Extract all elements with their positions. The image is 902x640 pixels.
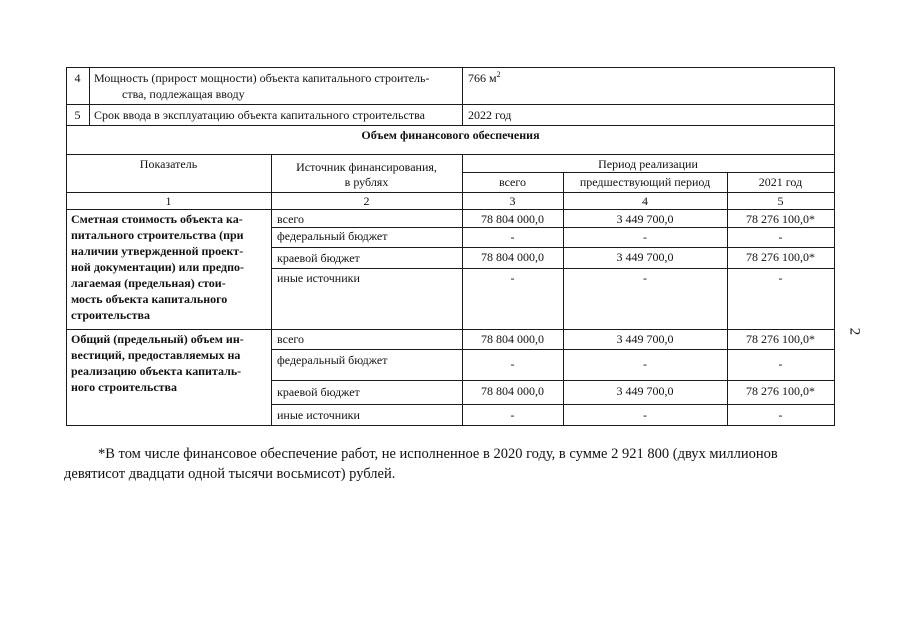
group-label-line: Общий (предельный) объем ин- (71, 332, 244, 346)
header-previous: предшествующий период (579, 175, 711, 189)
source-cell: краевой бюджет (277, 251, 360, 265)
table-border-bottom (66, 425, 835, 426)
year-cell: 78 276 100,0* (746, 212, 815, 226)
year-cell: - (778, 271, 783, 285)
total-cell: 78 804 000,0 (481, 250, 544, 264)
row-divider (271, 380, 835, 381)
total-cell: - (510, 357, 515, 371)
row-value (468, 70, 501, 86)
footnote-line1: *В том числе финансовое обеспечение работ, не исполненное в 2020 году, в сумме 2 921 800 (двух миллионов (98, 446, 778, 462)
previous-cell: - (643, 230, 647, 244)
row-value-superscript: 2 (496, 70, 501, 79)
year-cell: 78 276 100,0* (746, 332, 815, 346)
year-cell: - (778, 357, 783, 371)
row-text: ства, подлежащая вводу (122, 87, 245, 101)
row-value: 2022 год (468, 108, 512, 122)
section-title: Объем финансового обеспечения (361, 128, 540, 142)
row-divider (271, 349, 835, 350)
table-border-top (66, 67, 835, 68)
group-label-line: вестиций, предоставляемых на (71, 348, 241, 362)
header-period: Период реализации (598, 157, 698, 171)
previous-cell: 3 449 700,0 (616, 332, 674, 346)
row-divider (66, 125, 835, 126)
header-year: 2021 год (758, 175, 803, 189)
total-cell: - (510, 408, 515, 422)
col-number: 1 (165, 194, 172, 208)
source-cell: федеральный бюджет (277, 229, 388, 243)
page-number: 2 (846, 327, 863, 336)
source-cell: федеральный бюджет (277, 353, 388, 367)
table-border-right (834, 67, 835, 426)
row-number: 5 (74, 108, 81, 122)
previous-cell: - (643, 271, 647, 285)
year-cell: 78 276 100,0* (746, 250, 815, 264)
col-number: 2 (363, 194, 370, 208)
header-indicator: Показатель (139, 157, 198, 171)
col-number: 4 (642, 194, 648, 208)
group-label-line: реализацию объекта капиталь- (71, 364, 242, 378)
group-label-line: ного строительства (71, 380, 178, 394)
col-number: 3 (509, 194, 516, 208)
group-label-line: наличии утвержденной проект- (71, 244, 244, 258)
group-label-line: питального строительства (при (71, 228, 244, 242)
row-divider (66, 209, 835, 210)
source-cell: иные источники (277, 408, 360, 422)
total-cell: 78 804 000,0 (481, 332, 544, 346)
previous-cell: - (643, 357, 647, 371)
row-value-text: 766 м (468, 71, 497, 85)
value-col-divider (462, 67, 463, 126)
group-label-line: лагаемая (предельная) стои- (71, 276, 226, 290)
header-total: всего (498, 175, 527, 189)
group-label-line: мость объекта капитального (71, 292, 228, 306)
source-cell: всего (277, 212, 305, 226)
total-cell: - (510, 271, 515, 285)
row-divider (66, 154, 835, 155)
row-divider (462, 172, 835, 173)
row-text: Мощность (прирост мощности) объекта капитального строитель- (94, 71, 430, 85)
row-divider (66, 104, 835, 105)
total-cell: - (510, 230, 515, 244)
row-divider (271, 404, 835, 405)
group-label-line: ной документации) или предпо- (71, 260, 244, 274)
total-cell: 78 804 000,0 (481, 212, 544, 226)
header-source-line1: Источник финансирования, (296, 160, 437, 174)
group-label-line: строительства (71, 308, 150, 322)
group-label-line: Сметная стоимость объекта ка- (71, 212, 243, 226)
year-cell: - (778, 408, 783, 422)
row-divider (271, 247, 835, 248)
footnote-line2: девятисот двадцати одной тысячи восьмисот) рублей. (64, 466, 396, 482)
previous-cell: - (643, 408, 647, 422)
source-cell: иные источники (277, 271, 360, 285)
row-divider (66, 329, 835, 330)
year-cell: 78 276 100,0* (746, 384, 815, 398)
row-text: Срок ввода в эксплуатацию объекта капитального строительства (94, 108, 425, 122)
previous-cell: 3 449 700,0 (616, 384, 674, 398)
previous-cell: 3 449 700,0 (616, 212, 674, 226)
year-cell: - (778, 230, 783, 244)
previous-cell: 3 449 700,0 (616, 250, 674, 264)
header-source-line2: в рублях (344, 175, 389, 189)
source-cell: краевой бюджет (277, 385, 360, 399)
num-col-divider (89, 67, 90, 126)
col-number: 5 (777, 194, 784, 208)
row-divider (271, 268, 835, 269)
row-number: 4 (74, 71, 81, 85)
source-cell: всего (277, 332, 305, 346)
total-cell: 78 804 000,0 (481, 384, 544, 398)
